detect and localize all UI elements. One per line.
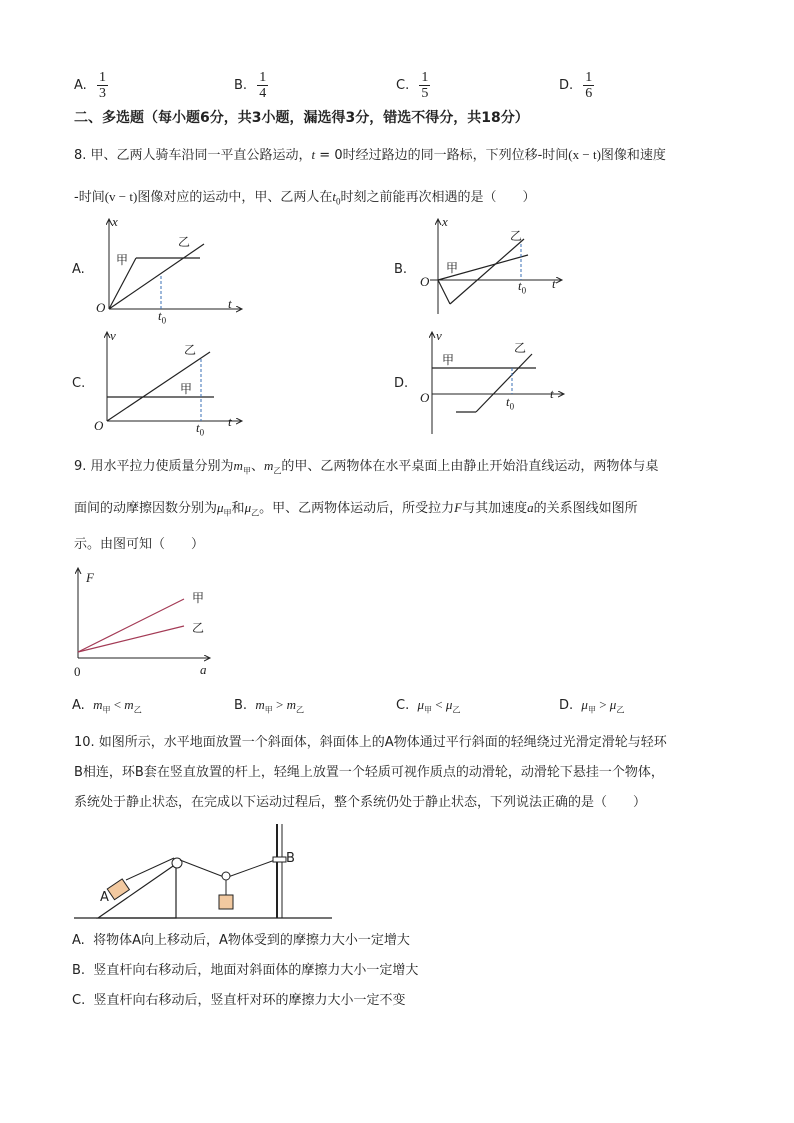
rope-segment	[126, 858, 174, 880]
q7-option-b[interactable]: B. $\frac{1}{4}$	[234, 70, 267, 101]
fraction: $\frac{1}{5}$	[421, 70, 429, 101]
ring-b	[273, 857, 286, 862]
q8-stem-line2: -时间(v − t)图像对应的运动中，甲、乙两人在$t_0$时刻之前能再次相遇的是（ ）	[74, 189, 536, 207]
q9-option-b[interactable]: B. $m_甲 > m_乙$	[234, 697, 304, 715]
q9-option-d[interactable]: D. $\mu_甲 > \mu_乙$	[559, 697, 625, 715]
rope-segment	[180, 860, 224, 877]
series-yi-line	[78, 626, 184, 652]
q8-option-c[interactable]: C. v t O $t_0$ 甲 乙	[72, 326, 252, 438]
fraction: $\frac{1}{4}$	[259, 70, 267, 101]
q9-option-c[interactable]: C. $\mu_甲 < \mu_乙$	[396, 697, 461, 715]
q10-incline-pulley-figure: A B	[72, 820, 336, 924]
q7-option-d[interactable]: D. $\frac{1}{6}$	[559, 70, 593, 101]
q9-f-a-graph: F a 0 甲 乙	[70, 562, 220, 680]
section-title: 二、多选题（每小题6分，共3小题，漏选得3分，错选不得分，共18分）	[74, 110, 529, 126]
series-yi-line	[438, 280, 450, 304]
q9-stem-line2: 面间的动摩擦因数分别为$\mu_甲$和$\mu_乙$。甲、乙两物体运动后，所受拉力F与其加速度a的关系图线如图所	[74, 500, 638, 518]
fraction: $\frac{1}{3}$	[98, 70, 106, 101]
fixed-pulley	[172, 858, 182, 868]
q10-stem-line3: 系统处于静止状态，在完成以下运动过程后，整个系统仍处于静止状态，下列说法正确的是（ ）	[74, 795, 647, 810]
q8-option-a[interactable]: A. x t O $t_0$ 甲 乙	[72, 214, 252, 324]
hanging-object	[219, 895, 233, 909]
incline-figure-svg	[72, 820, 336, 924]
q9-stem-line3: 示。由图可知（ ）	[74, 537, 205, 552]
q8-option-b[interactable]: B. x t O $t_0$ 甲 乙	[394, 214, 574, 324]
q10-option-a[interactable]: A. 将物体A向上移动后，A物体受到的摩擦力大小一定增大	[72, 933, 410, 948]
q8-stem-line1: 8. 甲、乙两人骑车沿同一平直公路运动，t = 0时经过路边的同一路标，下列位移-时间(x − t)图像和速度	[74, 147, 666, 163]
q10-option-b[interactable]: B. 竖直杆向右移动后，地面对斜面体的摩擦力大小一定增大	[72, 963, 419, 978]
series-yi-line	[450, 239, 524, 304]
q7-option-a[interactable]: A. $\frac{1}{3}$	[74, 70, 106, 101]
q10-stem-line1: 10. 如图所示，水平地面放置一个斜面体，斜面体上的A物体通过平行斜面的轻绳绕过光滑定滑轮与轻环	[74, 735, 667, 750]
q10-stem-line2: B相连，环B套在竖直放置的杆上，轻绳上放置一个轻质可视作质点的动滑轮，动滑轮下悬挂一个物体，	[74, 765, 664, 780]
series-jia-line	[78, 599, 184, 652]
fraction: $\frac{1}{6}$	[585, 70, 593, 101]
xt-graph-b	[414, 214, 574, 324]
series-yi-line	[476, 354, 532, 412]
rope-segment	[228, 860, 275, 877]
q7-option-c[interactable]: C. $\frac{1}{5}$	[396, 70, 429, 101]
q10-option-c[interactable]: C. 竖直杆向右移动后，竖直杆对环的摩擦力大小一定不变	[72, 993, 406, 1008]
q8-option-d[interactable]: D. v t O $t_0$ 甲 乙	[394, 326, 574, 438]
movable-pulley	[222, 872, 230, 880]
q9-option-a[interactable]: A. $m_甲 < m_乙$	[72, 697, 142, 715]
q9-stem-line1: 9. 用水平拉力使质量分别为$m_甲$、$m_乙$的甲、乙两物体在水平桌面上由静止开始沿直线运动，两物体与桌	[74, 458, 659, 476]
block-a	[107, 879, 129, 900]
series-yi-line	[107, 352, 210, 421]
